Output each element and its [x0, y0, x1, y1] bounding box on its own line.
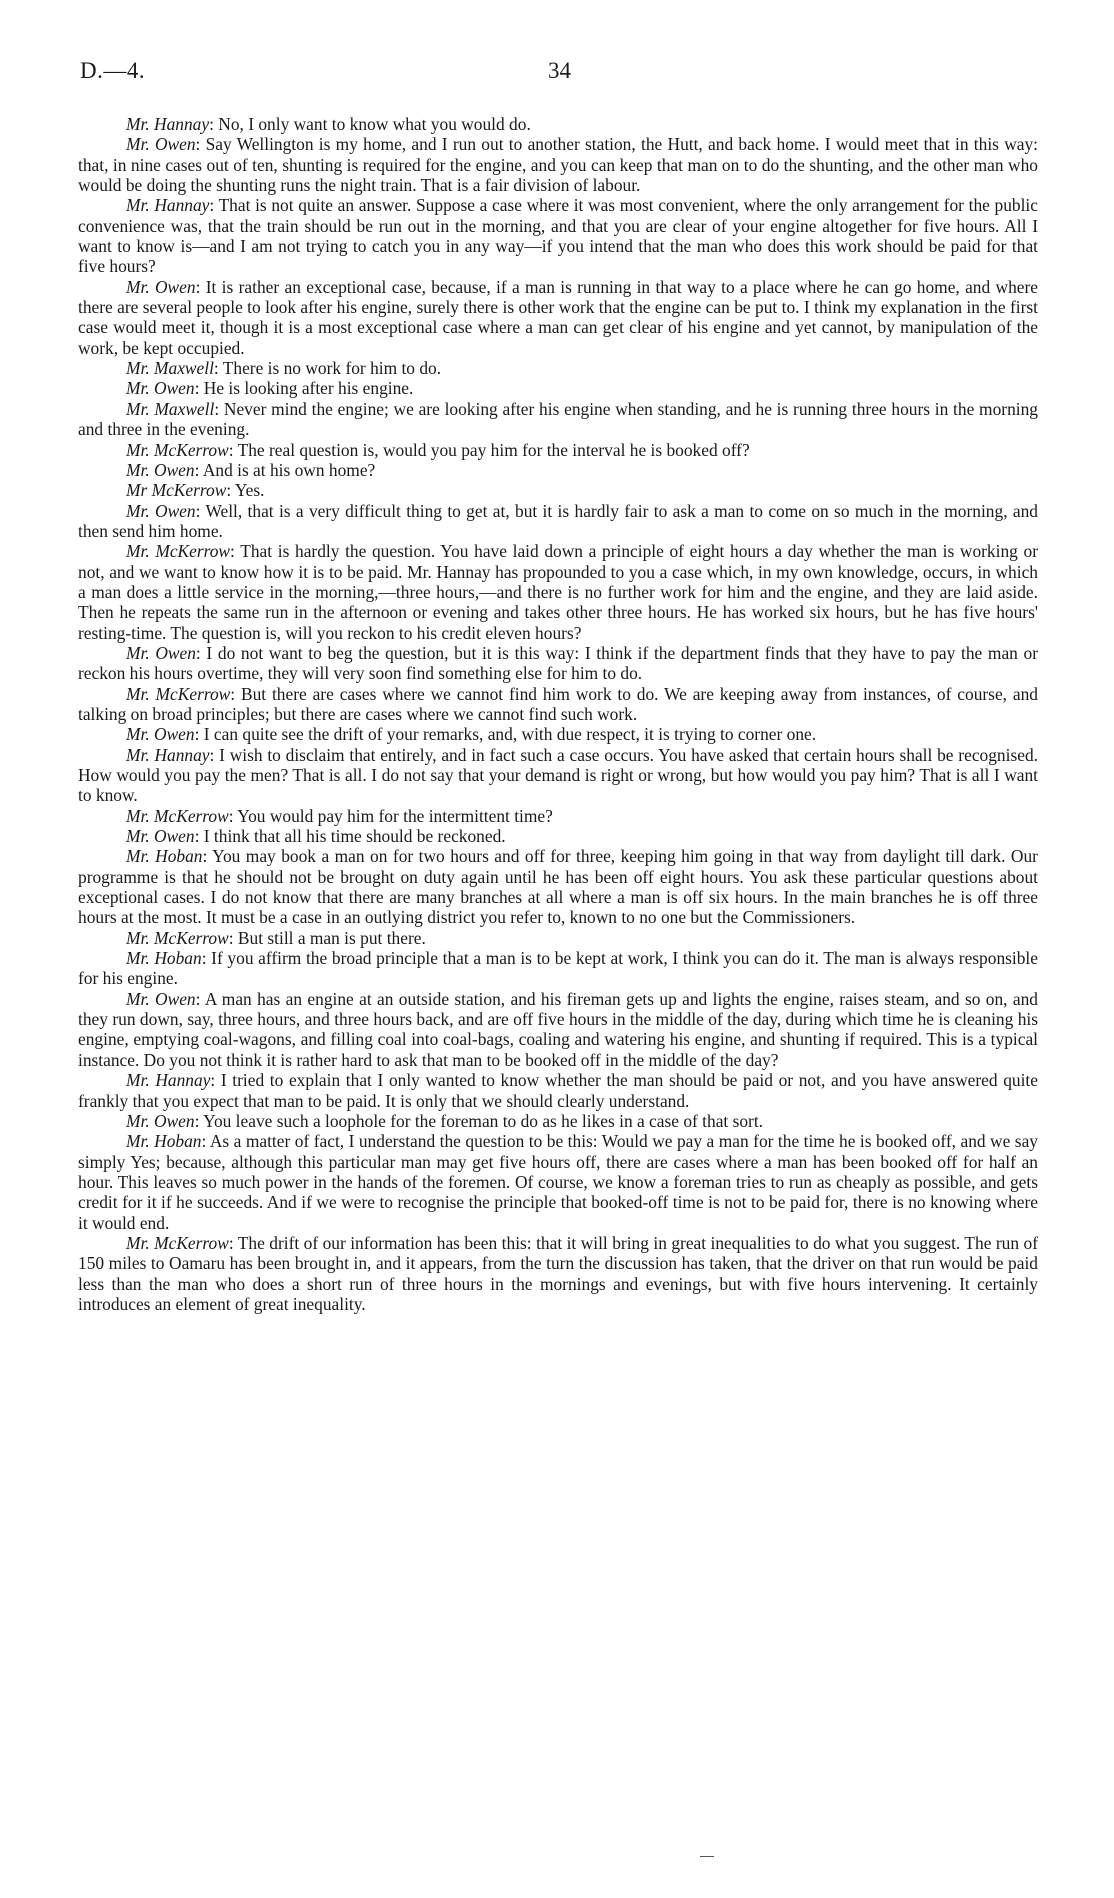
testimony-paragraph	[78, 948, 1038, 989]
statement-text: : No, I only want to know what you would do.	[209, 114, 531, 134]
statement-text: : Well, that is a very difficult thing to get at, but it is hardly fair to ask a man to come on so much in the morning, and then send him home.	[78, 500, 1038, 541]
testimony-paragraph	[78, 114, 1038, 134]
testimony-paragraph	[78, 378, 1038, 398]
testimony-paragraph	[78, 846, 1038, 927]
speaker-name: Mr. McKerrow	[126, 805, 229, 826]
speaker-name: Mr. Maxwell	[126, 398, 215, 419]
testimony-paragraph	[78, 277, 1038, 358]
statement-text: : As a matter of fact, I understand the question to be this: Would we pay a man for the time he is booked off, and we say simply Yes; because, although this particular man may get five hours off, there are cases where a man has been booked off for half an hour. This leaves so much power in the hands of the foremen. Of course, we know a foreman tries to run as cheaply as possible, and gets credit for it if he succeeds. And if we were to recognise the principle that booked-off time is not to be paid for, there is no knowing where it would end.	[78, 1131, 1038, 1233]
transcript-body	[78, 114, 1038, 1314]
testimony-paragraph	[78, 358, 1038, 378]
statement-text: : And is at his own home?	[194, 459, 376, 480]
testimony-paragraph	[78, 134, 1038, 195]
statement-text: : I can quite see the drift of your remarks, and, with due respect, it is trying to corner one.	[194, 724, 817, 745]
statement-text: : The real question is, would you pay him for the interval he is booked off?	[228, 439, 750, 460]
statement-text: : But still a man is put there.	[228, 927, 426, 948]
statement-text: : You may book a man on for two hours and off for three, keeping him going in that way from daylight till dark. Our programme is that he should not be brought on duty again until he has been off eight hours. You ask these particular questions about exceptional cases. I do not know that there are many branches at all where a man is off six hours. In the main branches he is off three hours at the most. It must be a case in an outlying district you refer to, known to no one but the Commissioners.	[78, 846, 1038, 928]
testimony-paragraph	[78, 1131, 1038, 1233]
speaker-name: Mr. Owen	[126, 724, 195, 745]
testimony-paragraph	[78, 826, 1038, 846]
speaker-name: Mr. McKerrow	[126, 683, 231, 704]
testimony-paragraph	[78, 928, 1038, 948]
statement-text: : Never mind the engine; we are looking after his engine when standing, and he is running three hours in the morning and three in the evening.	[78, 398, 1038, 440]
testimony-paragraph	[78, 806, 1038, 826]
print-mark	[700, 1856, 714, 1857]
speaker-name: Mr. Owen	[126, 826, 195, 847]
statement-text: : If you affirm the broad principle that a man is to be kept at work, I think you can do it. The man is always responsible for his engine.	[78, 948, 1038, 989]
statement-text: : But there are cases where we cannot find him work to do. We are keeping away from instances, of course, and talking on broad principles; but there are cases where we cannot find such work.	[78, 683, 1038, 724]
speaker-name: Mr. Owen	[126, 134, 196, 155]
statement-text: : There is no work for him to do.	[213, 358, 442, 379]
speaker-name: Mr. Hoban	[126, 846, 203, 867]
speaker-name: Mr. Hannay	[126, 114, 210, 134]
statement-text: : That is hardly the question. You have laid down a principle of eight hours a day whether the man is working or not, and we want to know how it is to be paid. Mr. Hannay has propounded to you a case which, in my own knowledge, occurs, in which a man does a little service in the morning,—three hours,—and there is no further work for him and the engine, and they are laid aside. Then he repeats the same run in the afternoon or evening and takes other three hours. He has worked six hours, but he has five hours' resting-time. The question is, will you reckon to his credit eleven hours?	[78, 541, 1038, 643]
testimony-paragraph	[78, 541, 1038, 643]
speaker-name: Mr. McKerrow	[126, 541, 231, 562]
page-number: 34	[548, 58, 571, 83]
testimony-paragraph	[78, 460, 1038, 480]
speaker-name: Mr. Owen	[126, 642, 196, 663]
speaker-name: Mr. McKerrow	[126, 1232, 229, 1253]
speaker-name: Mr McKerrow	[126, 480, 227, 501]
speaker-name: Mr. Hannay	[126, 195, 210, 216]
statement-text: : I tried to explain that I only wanted to know whether the man should be paid or not, and you have answered quite frankly that you expect that man to be paid. It is only that we should clearly understand.	[78, 1070, 1038, 1111]
statement-text: : Say Wellington is my home, and I run out to another station, the Hutt, and back home. I would meet that in this way: that, in nine cases out of ten, shunting is required for the engine, and you can keep that man on to do the shunting, and the other man who would be doing the shunting runs the night train. That is a fair division of labour.	[78, 134, 1039, 196]
testimony-paragraph	[78, 1233, 1038, 1314]
statement-text: : I wish to disclaim that entirely, and in fact such a case occurs. You have asked that certain hours shall be recognised. How would you pay the men? That is all. I do not say that your demand is right or wrong, but how would you pay him? That is all I want to know.	[78, 744, 1038, 806]
testimony-paragraph	[78, 195, 1038, 276]
speaker-name: Mr. Hoban	[126, 1131, 202, 1152]
statement-text: : You would pay him for the intermittent time?	[228, 805, 553, 826]
testimony-paragraph	[78, 684, 1038, 725]
speaker-name: Mr. Maxwell	[126, 358, 214, 379]
testimony-paragraph	[78, 501, 1038, 542]
testimony-paragraph	[78, 989, 1038, 1070]
speaker-name: Mr. McKerrow	[126, 927, 229, 948]
testimony-paragraph	[78, 1070, 1038, 1111]
speaker-name: Mr. Hoban	[126, 948, 202, 969]
document-reference: D.—4.	[80, 58, 146, 83]
speaker-name: Mr. Owen	[126, 378, 195, 399]
statement-text: : A man has an engine at an outside station, and his fireman gets up and lights the engine, raises steam, and so on, and they run down, say, three hours, and three hours back, and are off five hours in the middle of the day, during which time he is cleaning his engine, emptying coal-wagons, and filling coal into coal-bags, coaling and watering his engine, and shunting if required. This is a typical instance. Do you not think it is rather hard to ask that man to be booked off in the middle of the day?	[78, 988, 1038, 1070]
speaker-name: Mr. Hannay	[126, 744, 210, 765]
testimony-paragraph	[78, 724, 1038, 744]
speaker-name: Mr. Owen	[126, 988, 196, 1009]
statement-text: : I think that all his time should be reckoned.	[194, 826, 506, 847]
statement-text: : Yes.	[226, 480, 265, 501]
statement-text: : The drift of our information has been this: that it will bring in great inequalities to do what you suggest. The run of 150 miles to Oamaru has been brought in, and it appears, from the turn the discussion has taken, that the driver on that run would be paid less than the man who does a short run of three hours in the mornings and evenings, but with five hours intervening. It certainly introduces an element of great inequality.	[78, 1232, 1038, 1314]
testimony-paragraph	[78, 1111, 1038, 1131]
statement-text: : It is rather an exceptional case, because, if a man is running in that way to a place where he can go home, and where there are several people to look after his engine, surely there is other work that the engine can be put to. I think my explanation in the first case would meet it, though it is a most exceptional case where a man can get clear of his engine and yet cannot, by manipulation of the work, be kept occupied.	[78, 276, 1039, 358]
speaker-name: Mr. Owen	[126, 500, 196, 521]
testimony-paragraph	[78, 399, 1038, 440]
testimony-paragraph	[78, 480, 1038, 500]
speaker-name: Mr. Owen	[126, 459, 195, 480]
statement-text: : You leave such a loophole for the foreman to do as he likes in a case of that sort.	[194, 1110, 764, 1131]
testimony-paragraph	[78, 745, 1038, 806]
page-header	[80, 58, 1040, 88]
speaker-name: Mr. McKerrow	[126, 439, 229, 460]
testimony-paragraph	[78, 440, 1038, 460]
statement-text: : I do not want to beg the question, but it is this way: I think if the department finds that they have to pay the man or reckon his hours overtime, they will very soon find something else for him to do.	[78, 642, 1039, 684]
statement-text: : He is looking after his engine.	[194, 378, 414, 399]
statement-text: : That is not quite an answer. Suppose a case where it was most convenient, where the only arrangement for the public convenience was, that the train should be run out in the morning, and that you are clear of your engine altogether for five hours. All I want to know is—and I am not trying to catch you in any way—if you intend that the man who does this work should be paid for that five hours?	[78, 195, 1038, 277]
testimony-paragraph	[78, 643, 1038, 684]
speaker-name: Mr. Owen	[126, 276, 196, 297]
speaker-name: Mr. Hannay	[126, 1070, 211, 1091]
speaker-name: Mr. Owen	[126, 1110, 195, 1131]
